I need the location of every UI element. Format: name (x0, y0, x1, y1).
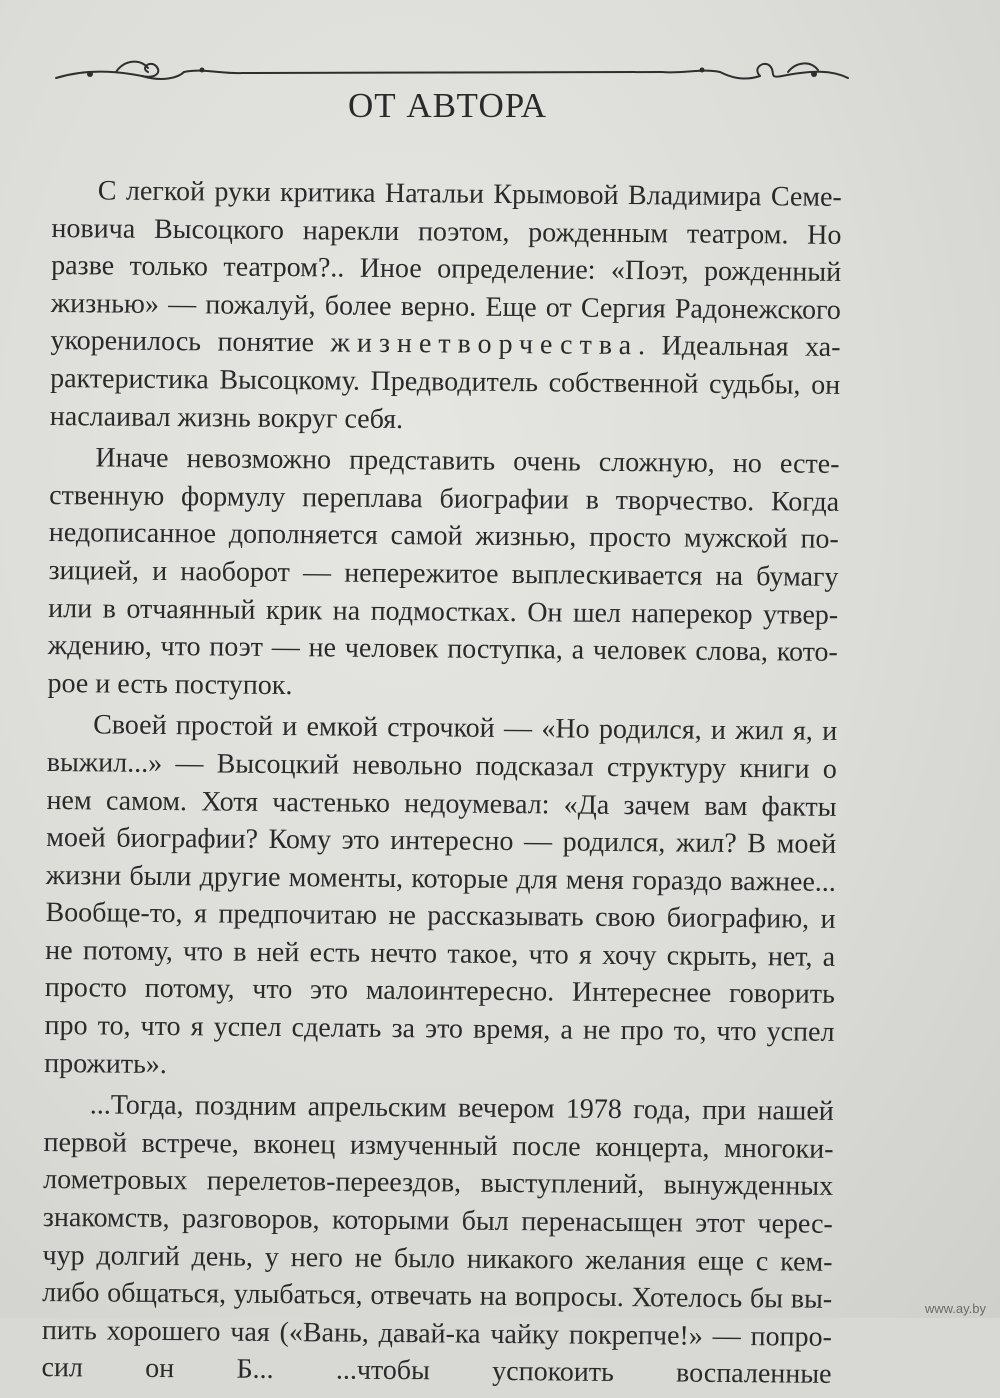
paragraph-3 (44, 706, 837, 1089)
text-line: прожить». (44, 1047, 167, 1080)
text-line: знакомств, разговоров, которыми был перенасыщен этот черес- (42, 1201, 833, 1240)
text-line: моей биографии? Кому это интересно — родился, жил? В моей (46, 822, 837, 860)
text-line: разве только театром?.. Иное определение: «Поэт, рожденный (51, 250, 842, 289)
text-line: Вообще-то, я предпочитаю не рассказывать свою биографию, и (45, 897, 836, 936)
text-run: . Идеальная ха- (637, 330, 841, 364)
paragraph-4 (41, 1086, 834, 1394)
text-line: нем самом. Хотя частенько недоумевал: «Да зачем вам факты (46, 784, 837, 823)
text-line: про то, что я успел сделать за это время, а не про то, что успел (44, 1010, 835, 1048)
text-line: чур долгий день, у него не было никакого желания еще с кем- (42, 1239, 833, 1278)
text-line: просто потому, что это малоинтересно. Интереснее говорить (44, 972, 835, 1011)
text-line: лометровых перелетов-переездов, выступлений, вынужденных (43, 1164, 834, 1203)
text-line: жизнью» — пожалуй, более верно. Еще от Сергия Радонежского (50, 287, 841, 326)
text-line: жизни были другие моменты, которые для меня гораздо важнее... (45, 859, 836, 898)
text-line: либо общаться, улыбаться, отвечать на вопросы. Хотелось бы вы- (42, 1277, 833, 1316)
text-line: зицией, и наоборот — непережитое выплескивается на бумагу (48, 554, 839, 593)
text-line: ...Тогда, поздним апрельским вечером 1978 года, при нашей (89, 1089, 834, 1128)
body-text (41, 172, 842, 1398)
text-line: или в отчаянный крик на подмостках. Он шел наперекор утвер- (48, 592, 839, 631)
text-line: ственную формулу переплава биографии в творчество. Когда (49, 479, 840, 518)
spaced-emphasis-word: жизнетворчества (330, 327, 639, 362)
text-line: Иначе невозможно представить очень сложную, но есте- (95, 442, 840, 481)
text-line: Своей простой и емкой строчкой — «Но родился, и жил я, и (93, 709, 838, 748)
text-line: недописанное дополняется самой жизнью, просто мужской по- (48, 517, 839, 556)
watermark: www.ay.by (924, 1301, 986, 1316)
text-line: выжил...» — Высоцкий невольно подсказал структуру книги о (46, 746, 837, 785)
text-line: первой встрече, вконец измученный после концерта, многоки- (43, 1126, 834, 1165)
text-line: новича Высоцкого нарекли поэтом, рожденным театром. Но (51, 212, 842, 251)
text-line: С легкой руки критика Натальи Крымовой Владимира Семе- (97, 175, 842, 213)
text-line: рактеристика Высоцкому. Предводитель собственной судьбы, он (50, 362, 841, 401)
text-line: не потому, что в ней есть нечто такое, что я хочу скрыть, нет, а (45, 934, 836, 973)
paragraph-1 (50, 172, 842, 442)
page-title: ОТ АВТОРА (347, 86, 548, 125)
text-line: рое и есть поступок. (47, 667, 293, 701)
text-line: пить хорошего чая («Вань, давай-ка чайку покрепче!» — попро- (41, 1314, 832, 1353)
text-line: наслаивал жизнь вокруг себя. (49, 400, 404, 435)
text-run: укоренилось понятие (50, 325, 331, 359)
text-line: сил он Б... ...чтобы успокоить воспаленные (41, 1352, 832, 1391)
paragraph-2 (47, 439, 839, 709)
text-line: ждению, что поэт — не человек поступка, а человек слова, кото- (47, 630, 838, 669)
